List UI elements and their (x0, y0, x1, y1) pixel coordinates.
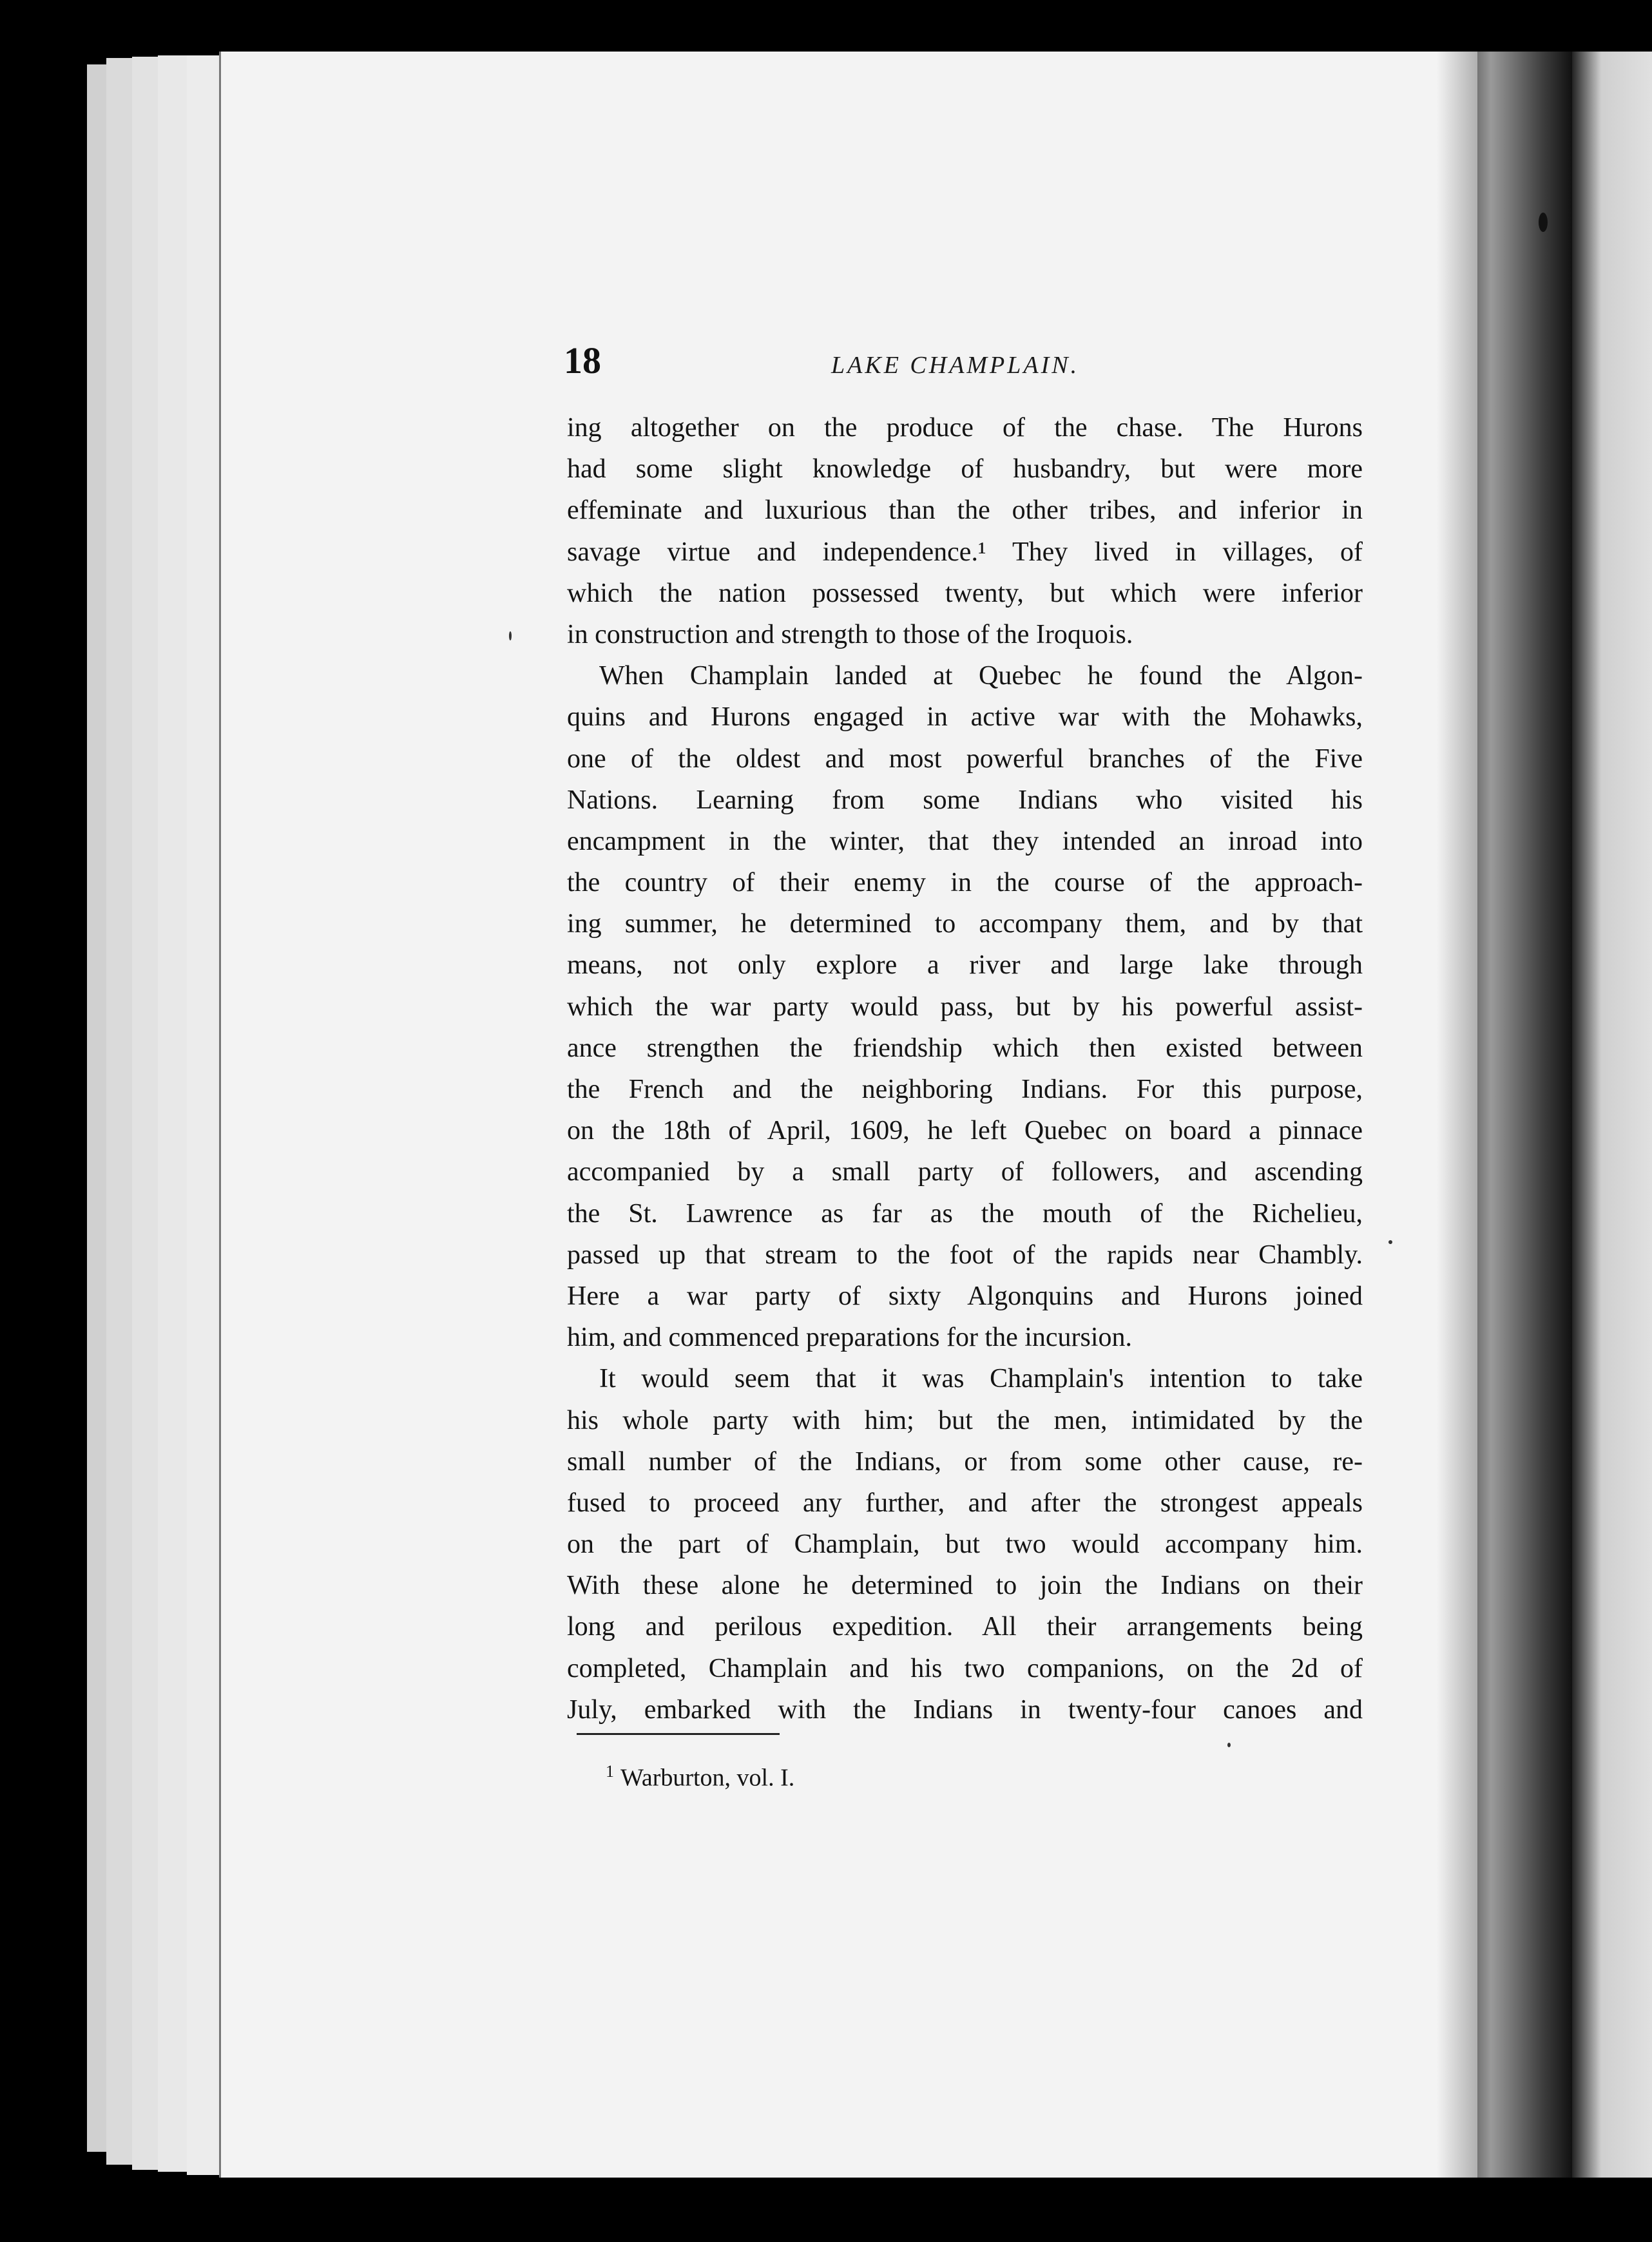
text-line: ing altogether on the produce of the chase. The Hurons (567, 413, 1363, 443)
page-number: 18 (564, 340, 601, 381)
text-line: him, and commenced preparations for the incursion. (567, 1323, 1133, 1353)
text-line: the country of their enemy in the course of the approach- (567, 868, 1363, 898)
text-line: which the nation possessed twenty, but which were inferior (567, 578, 1363, 608)
text-line: It would seem that it was Champlain's intention to take (599, 1364, 1363, 1394)
text-line: Nations. Learning from some Indians who visited his (567, 785, 1363, 815)
text-line: fused to proceed any further, and after the strongest appeals (567, 1488, 1363, 1518)
text-line: passed up that stream to the foot of the rapids near Chambly. (567, 1240, 1363, 1270)
facing-page-edge (1572, 52, 1652, 2178)
running-head: LAKE CHAMPLAIN. (831, 352, 1080, 379)
paragraph (567, 655, 1363, 1358)
text-line: Here a war party of sixty Algonquins and Hurons joined (567, 1281, 1363, 1311)
text-line: had some slight knowledge of husbandry, but were more (567, 454, 1363, 484)
paragraph (567, 1358, 1363, 1730)
text-line: effeminate and luxurious than the other tribes, and inferior in (567, 495, 1363, 526)
text-line: accompanied by a small party of followers, and ascending (567, 1157, 1363, 1187)
text-line: July, embarked with the Indians in twenty-four canoes and (567, 1694, 1363, 1725)
text-line: encampment in the winter, that they intended an inroad into (567, 826, 1363, 856)
text-line: With these alone he determined to join the Indians on their (567, 1571, 1363, 1601)
text-line: long and perilous expedition. All their arrangements being (567, 1612, 1363, 1642)
text-line: on the part of Champlain, but two would accompany him. (567, 1529, 1363, 1560)
text-line: ance strengthen the friendship which then existed between (567, 1033, 1363, 1063)
text-line: ing summer, he determined to accompany them, and by that (567, 909, 1363, 939)
text-line: quins and Hurons engaged in active war with the Mohawks, (567, 702, 1363, 733)
text-line: When Champlain landed at Quebec he found the Algon- (599, 661, 1363, 691)
text-line: on the 18th of April, 1609, he left Quebec on board a pinnace (567, 1116, 1363, 1146)
paragraph (567, 407, 1363, 655)
text-line: which the war party would pass, but by his powerful assist- (567, 992, 1363, 1022)
text-line: his whole party with him; but the men, intimidated by the (567, 1405, 1363, 1435)
footnote-text: Warburton, vol. I. (620, 1764, 795, 1792)
text-line: small number of the Indians, or from some other cause, re- (567, 1446, 1363, 1477)
text-line: one of the oldest and most powerful branches of the Five (567, 743, 1363, 774)
scan-speck (1227, 1743, 1231, 1747)
footnote-marker: 1 (606, 1762, 614, 1781)
text-line: the St. Lawrence as far as the mouth of the Richelieu, (567, 1198, 1363, 1229)
footnote (606, 1752, 794, 1797)
text-line: savage virtue and independence.¹ They lived in villages, of (567, 537, 1363, 567)
body-text (567, 407, 1363, 1730)
scan-speck (1388, 1240, 1392, 1244)
scan-speck (509, 631, 512, 640)
scan-speck (1539, 213, 1548, 232)
text-line: the French and the neighboring Indians. For this purpose, (567, 1075, 1363, 1104)
gutter-shadow (1437, 52, 1572, 2178)
text-line: completed, Champlain and his two companions, on the 2d of (567, 1653, 1363, 1683)
text-line: means, not only explore a river and large lake through (567, 950, 1363, 981)
footnote-rule (577, 1733, 780, 1735)
text-line: in construction and strength to those of the Iroquois. (567, 619, 1133, 649)
